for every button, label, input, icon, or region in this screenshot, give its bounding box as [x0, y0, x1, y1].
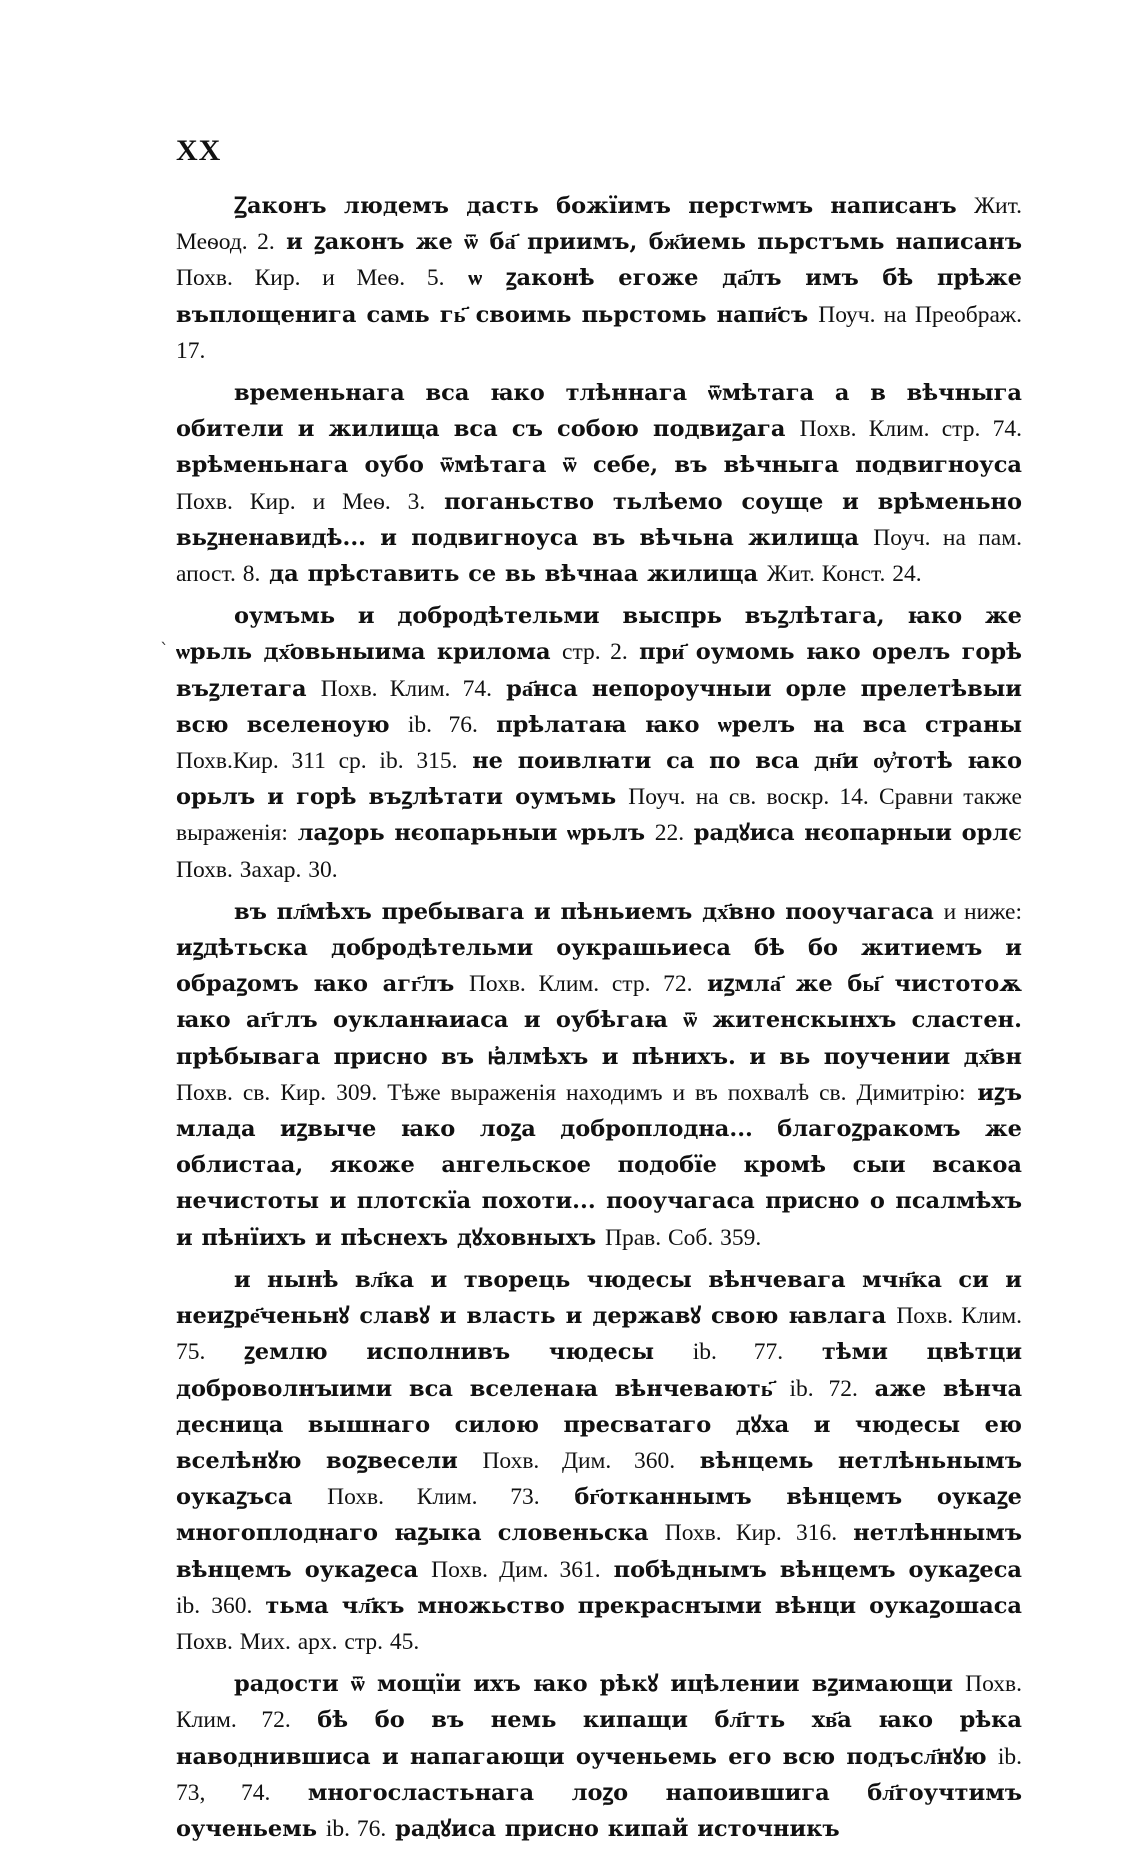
quotation-text: радꙋиса нєопарныи орлє — [684, 820, 1022, 847]
margin-mark: ˋ — [160, 640, 169, 661]
citation-reference: Похв. Дим. 360. — [482, 1447, 676, 1474]
citation-reference: и ниже: — [943, 898, 1022, 925]
citation-reference: Похв. Захар. 30. — [176, 856, 338, 883]
quotation-text: не поивлꙗти са по вса дн҃и ѹ҆тотѣ ꙗко орьлъ и горѣ въꙁлѣтати оумъмь — [176, 748, 1022, 811]
citation-reference: Жит. Конст. 24. — [766, 561, 922, 588]
page-number: XX — [176, 134, 222, 167]
quotation-text: побѣднымъ вѣнцемъ оукаꙁеса — [600, 1556, 1022, 1583]
quotation-text: и нынѣ вл҃ка и творець чюдесы вѣнчевагa мчн҃ка си и неиꙁре҃ченьнꙋ славꙋ и власть и державꙋ свою ꙗвлага — [176, 1266, 1022, 1330]
citation-reference: Похв. Клим. 74. — [320, 675, 492, 702]
citation-reference: Прав. Соб. 359. — [604, 1224, 762, 1251]
quotation-text: ѡ ꙁаконѣ егоже да҃лъ имъ бѣ прѣже въплощенига самь гь҃ своимь пьрстомь напи҃съ — [176, 265, 1023, 328]
quotation-text: нетлѣннымъ вѣнцемъ оукаꙁеса — [176, 1520, 1022, 1583]
citation-reference: ib. 76. — [407, 711, 478, 738]
quotation-text: вѣнцемь нетлѣньнымъ оукаꙁъса — [176, 1447, 1022, 1511]
paragraph — [176, 894, 1022, 1256]
citation-reference: Похв. Кир. и Меѳ. 5. — [176, 265, 445, 292]
body-text — [176, 188, 1022, 1853]
quotation-text: радости ѿ мощїи ихъ ꙗко рѣкꙋ ицѣлении вꙁимающи — [234, 1671, 966, 1698]
quotation-text: ра҃нса непороучныи орле прелетѣвыи всю вселеноую — [176, 675, 1022, 738]
citation-reference: Похв. Клим. стр. 72. — [468, 971, 693, 998]
citation-reference: 22. — [654, 820, 685, 847]
citation-reference: Похв. Кир. и Меѳ. 3. — [176, 488, 426, 515]
citation-reference: Поуч. на Преображ. 17. — [176, 301, 1022, 364]
quotation-text: иꙁдѣтьска добродѣтельми оукрашьиеса бѣ бо житиемъ и обраꙁомъ ꙗко агг҃лъ — [176, 935, 1022, 998]
quotation-text: при҃ оумомь ꙗко орелъ горѣ въꙁлетага — [176, 639, 1022, 702]
quotation-text: бг҃отканнымъ вѣнцемъ оукаꙁе многоплоднаго ꙗꙁыка словеньска — [176, 1484, 1022, 1547]
quotation-text: въ пл҃мѣхъ пребывага и пѣньиемъ дх҃вно пооучагаса — [234, 898, 944, 925]
paragraph — [176, 375, 1022, 592]
paragraph — [176, 598, 1022, 888]
quotation-text: бѣ бо въ немь кипащи бл҃гть хв҃а ꙗко рѣка наводнившиса и напагающи оученьемь его всю подъсл҃нꙋю — [176, 1707, 1022, 1770]
quotation-text: оумъмь и добродѣтельми выспрь въꙁлѣтага, ꙗко же ѡрьль дх҃овьныима криломa — [176, 603, 1022, 666]
quotation-text: лаꙁорь нєопарьныи ѡрьлъ — [287, 820, 655, 847]
citation-reference: Жит. Меѳод. 2. — [176, 193, 1022, 256]
quotation-text: тьма чл҃къ множьство прекраснꙑми вѣнци оукаꙁошаса — [252, 1592, 1022, 1619]
citation-reference: ib. 77. — [692, 1339, 784, 1366]
quotation-text: тѣми цвѣтци доброволнꙑими вса вселенаꙗ вѣнчевають҃ — [176, 1339, 1023, 1402]
citation-reference: Похв. Кир. 316. — [664, 1520, 838, 1547]
paragraph — [176, 1262, 1022, 1660]
quotation-text: прѣлатаꙗ ꙗко ѡрелъ на вса страны — [477, 711, 1022, 738]
citation-reference: Похв. Клим. 73. — [327, 1484, 540, 1511]
citation-reference: ib. 73, 74. — [176, 1743, 1022, 1806]
citation-reference: ib. 72. — [789, 1375, 858, 1402]
quotation-text: аже вѣнча десница вышнаго силою пресватаго дꙋха и чюдесы ею вселѣнꙋю воꙁвесели — [176, 1375, 1023, 1474]
quotation-text: иꙁмла҃ же бы҃ чистотоѫ ꙗко аг҃глъ оукланꙗиаса и оубѣгаꙗ ѿ житенскынхъ сластен. прѣбывага присно въ ꙗ҆лмѣхъ и пѣнихъ. и вь поучении дх҃вн — [176, 971, 1022, 1070]
citation-reference: Похв. Клим. 75. — [176, 1303, 1022, 1366]
quotation-text: многосластьнагa лоꙁо напоившига бл҃гоучтимъ оученьемь — [176, 1779, 1022, 1842]
quotation-text: поганьство тьлѣемо соуще и врѣменьно вьꙁненавидѣ... и подвигноуса въ вѣчьна жилища — [176, 488, 1022, 551]
paragraph — [176, 188, 1022, 369]
citation-reference: Поуч. на св. воскр. 14. Сравни также выраженія: — [176, 784, 1022, 847]
quotation-text: да прѣставить се вь вѣчнаа жилища — [260, 561, 767, 588]
paragraph — [176, 1666, 1022, 1847]
quotation-text: и ꙁаконъ же ѿ ба҃ приимъ, бж҃иемь пьрстъмь написанъ — [274, 229, 1023, 256]
citation-reference: Похв. св. Кир. 309. Тѣже выраженія находимъ и въ похвалѣ св. Димитрію: — [176, 1079, 966, 1106]
quotation-text: врѣменьнага оубо ѿмѣтага ѿ себе, въ вѣчныга подвигноуса — [176, 452, 1022, 479]
citation-reference: ib. 76. — [325, 1815, 387, 1842]
citation-reference: Похв. Дим. 361. — [431, 1556, 601, 1583]
citation-reference: стр. 2. — [562, 639, 628, 666]
citation-reference: ib. 360. — [176, 1592, 253, 1619]
citation-reference: Поуч. на пам. апост. 8. — [176, 524, 1022, 588]
quotation-text: радꙋиса присно кипай источникъ — [386, 1815, 840, 1842]
citation-reference: Похв. Мих. арх. стр. 45. — [176, 1628, 420, 1655]
quotation-text: ꙁемлю исполнивъ чюдесы — [205, 1339, 693, 1366]
citation-reference: Похв.Кир. 311 ср. ib. 315. — [176, 748, 458, 775]
quotation-text: иꙁъ млада иꙁвыче ꙗко лоꙁа доброплодна... благоꙁракомъ же облистаа, якоже ангельское подобїе кромѣ сыи всакоа нечистоты и плотскїа похоти... пооучагаса присно о псалмѣхъ и пѣнїихъ и пѣснехъ дꙋховныхъ — [176, 1079, 1023, 1251]
citation-reference: Похв. Клим. 72. — [176, 1671, 1022, 1734]
citation-reference: Похв. Клим. стр. 74. — [799, 416, 1022, 443]
quotation-text: Ꙁаконъ людемъ дасть божїимъ перстѡмъ написанъ — [234, 193, 974, 219]
quotation-text: временьнага вса ꙗко тлѣннага ѿмѣтага а в вѣчныга обители и жилища вса съ собою подвиꙁага — [176, 380, 1022, 443]
